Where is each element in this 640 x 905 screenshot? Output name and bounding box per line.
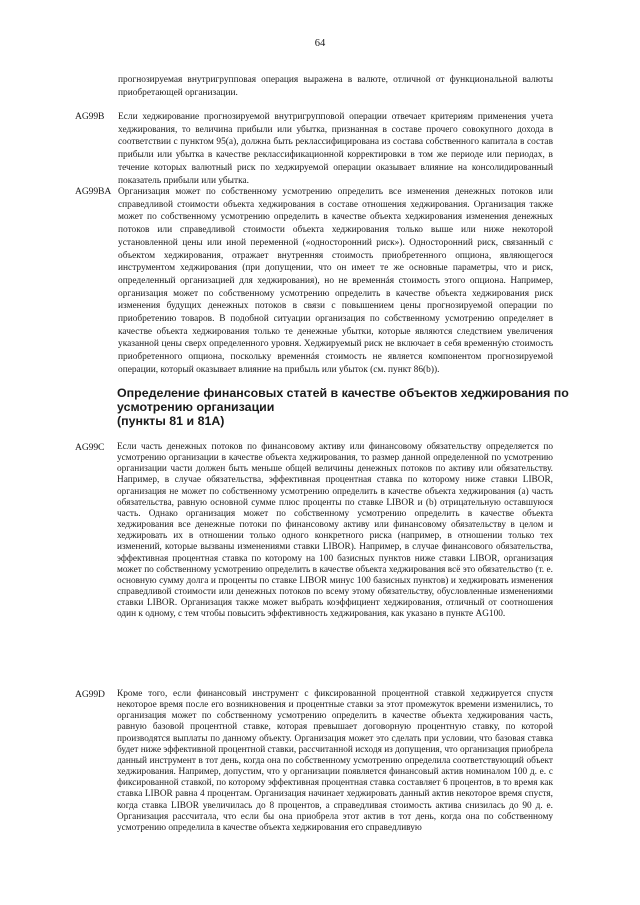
page-number: 64	[314, 38, 326, 49]
paragraph-text: Если хеджирование прогнозируемой внутригрупповой операции отвечает критериям применения учета хеджирования, то величина прибыли или убытка, признанная в составе прочего совокупного дохода в соответствии с пунктом 95(а), должна быть реклассифицирована из состава собственного капитала в состав прибыли или убытка в качестве реклассификационной корректировки в том же периоде или периодах, в течение которых валютный риск по хеджируемой операции оказывает влияние на консолидированный показатель прибыли или убытка.	[118, 112, 553, 186]
paragraph-label: AG99C	[75, 442, 105, 453]
section-heading-line: усмотрению организации	[117, 400, 275, 414]
paragraph-label: AG99B	[75, 111, 105, 122]
paragraph-text: прогнозируемая внутригрупповая операция выражена в валюте, отличной от функциональной валюты приобретающей организации.	[118, 75, 553, 98]
section-heading-line: Определение финансовых статей в качестве объектов хеджирования по	[117, 386, 569, 400]
paragraph-text: Организация может по собственному усмотрению определить все изменения денежных потоков или справедливой стоимости объекта хеджирования в составе отношения хеджирования. Организация также может по собственному усмотрению определить в качестве объекта хеджирования изменения денежных потоков или справедливой стоимости объекта хеджирования только выше или ниже некоторой установленной цены или иной переменной («односторонний риск»). Односторонний риск, связанный с объектом хеджирования, отражает внутренняя стоимость приобретенного опциона, являющегося инструментом хеджирования (при допущении, что он имеет те же основные параметры, что и риск, определенный организацией для хеджирования), но не временнáя стоимость этого опциона. Например, организация может по собственному усмотрению определить в качестве объекта хеджирования риск изменения будущих денежных потоков в связи с повышением цены прогнозируемой операции по приобретению товаров. В подобной ситуации организация по собственному усмотрению определяет в качестве объекта хеджирования только те денежные убытки, которые являются следствием увеличения указанной цены сверх определенного уровня. Хеджируемый риск не включает в себя временнýю стоимость приобретенного опциона, поскольку временнáя стоимость не является компонентом прогнозируемой операции, который оказывает влияние на прибыль или убыток (см. пункт 86(b)).	[118, 187, 553, 375]
section-heading	[117, 386, 569, 428]
section-heading-line: (пункты 81 и 81А)	[117, 414, 225, 428]
paragraph-text: Если часть денежных потоков по финансовому активу или финансовому обязательству определяется по усмотрению организации в качестве объекта хеджирования, то размер данной определенной по усмотрению организации части должен быть меньше общей величины денежных потоков по активу или обязательству. Например, в случае обязательства, эффективная процентная ставка по которому ниже ставки LIBOR, организация не может по собственному усмотрению определить в качестве объекта хеджирования (а) часть обязательства, равную основной сумме плюс проценты по ставке LIBOR и (b) отрицательную оставшуюся часть. Однако организация может по собственному усмотрению определить в качестве объекта хеджирования все денежные потоки по финансовому активу или финансовому обязательству в целом и хеджировать их в отношении только одного конкретного риска (например, в отношении только тех изменений, которые вызваны изменениями ставки LIBOR). Например, в случае финансового обязательства, эффективная процентная ставка по которому на 100 базисных пунктов ниже ставки LIBOR, организация может по собственному усмотрению определить в качестве объекта хеджирования всё это обязательство (т. е. основную сумму долга и проценты по ставке LIBOR минус 100 базисных пунктов) и хеджировать изменения справедливой стоимости или денежных потоков по всему этому обязательству, обусловленные изменениями ставки LIBOR. Организация также может выбрать коэффициент хеджирования, отличный от соотношения один к одному, с тем чтобы повысить эффективность хеджирования, как указано в пункте AG100.	[117, 442, 553, 620]
paragraph-label: AG99D	[75, 689, 105, 700]
paragraph-text: Кроме того, если финансовый инструмент с фиксированной процентной ставкой хеджируется спустя некоторое время после его возникновения и процентные ставки за этот промежуток времени изменились, то организация может по собственному усмотрению определить в качестве объекта хеджирования часть, равную базовой процентной ставке, которая превышает договорную процентную ставку, по которой производятся выплаты по данному объекту. Организация может это сделать при условии, что базовая ставка будет ниже эффективной процентной ставки, рассчитанной исходя из допущения, что организация приобрела данный инструмент в тот день, когда она по собственному усмотрению определила соответствующий объект хеджирования. Например, допустим, что у организации появляется финансовый актив номиналом 100 д. е. с фиксированной ставкой, по которому эффективная процентная ставка составляет 6 процентов, в то время как ставка LIBOR равна 4 процентам. Организация начинает хеджировать данный актив некоторое время спустя, когда ставка LIBOR увеличилась до 8 процентов, а справедливая стоимость актива снизилась до 90 д. е. Организация рассчитала, что если бы она приобрела этот актив в тот день, когда она по собственному усмотрению определила в качестве объекта хеджирования его справедливую	[117, 689, 553, 833]
paragraph-label: AG99BA	[75, 186, 112, 197]
